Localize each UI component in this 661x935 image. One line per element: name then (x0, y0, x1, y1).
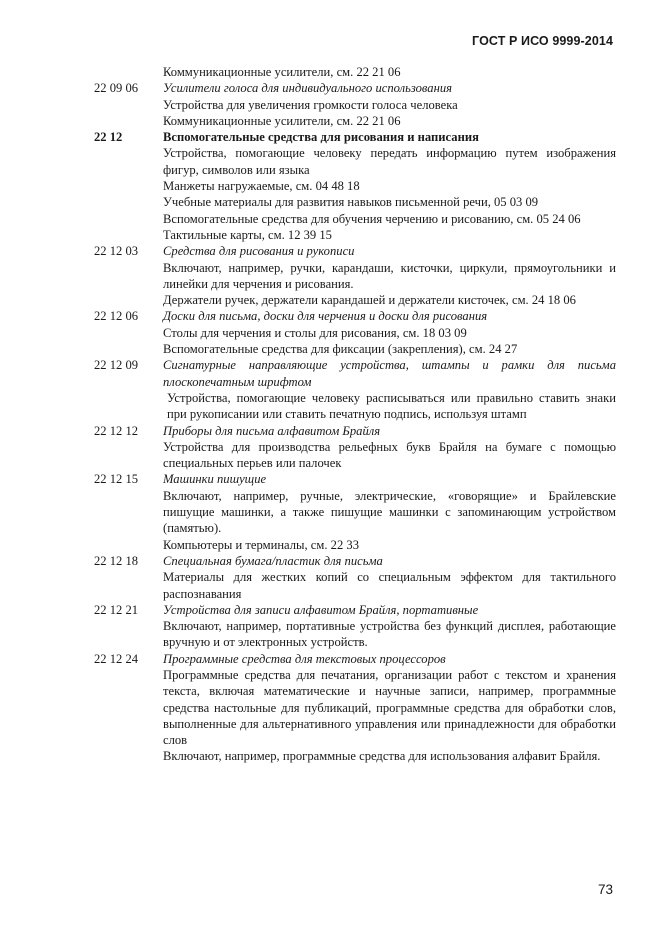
entry-paragraph: Вспомогательные средства для обучения черчению и рисованию, см. 05 24 06 (163, 211, 581, 226)
entry-paragraph: Коммуникационные усилители, см. 22 21 06 (163, 65, 401, 79)
entry-22-12-24 (94, 651, 616, 765)
page-number: 73 (597, 882, 613, 897)
entry-title: Усилители голоса для индивидуального использования (163, 81, 452, 96)
entry-continuation (94, 64, 616, 80)
entry-paragraph: Устройства, помогающие человеку расписываться или правильно ставить знаки при рукописании или ставить печатную подпись, используя штамп (167, 390, 616, 422)
entry-paragraph: Включают, например, портативные устройства без функций дисплея, работающие вручную и от электронных устройств. (163, 619, 616, 650)
entry-code (94, 64, 163, 80)
entry-paragraph: Манжеты нагружаемые, см. 04 48 18 (163, 179, 360, 194)
entry-paragraph: Устройства для производства рельефных букв Брайля на бумаге с помощью специальных перьев или палочек (163, 439, 616, 471)
entry-paragraph: Программные средства для печатания, организации работ с текстом и хранения текста, включая математические и научные записи, например, программные средства настольные для публикаций, программные средства для обработки слов, выполненные для альтернативного управления или принадлежности для обработки слов (163, 667, 616, 748)
entry-paragraph: Компьютеры и терминалы, см. 22 33 (163, 537, 359, 552)
entry-code: 22 12 18 (94, 553, 139, 568)
classification-list (94, 64, 616, 765)
entry-code: 22 12 (94, 130, 123, 145)
entry-paragraph: Материалы для жестких копий со специальным эффектом для тактильного распознавания (163, 570, 616, 601)
entry-22-12 (94, 129, 616, 243)
entry-code: 22 12 06 (94, 309, 139, 324)
entry-title: Вспомогательные средства для рисования и написания (163, 130, 479, 145)
entry-code: 22 12 12 (94, 423, 139, 438)
entry-22-12-21 (94, 602, 616, 651)
entry-paragraph: Держатели ручек, держатели карандашей и держатели кисточек, см. 24 18 06 (163, 293, 576, 308)
entry-title: Программные средства для текстовых процессоров (163, 651, 446, 666)
entry-paragraph: Включают, например, ручки, карандаши, кисточки, циркули, прямоугольники и линейки для черчения и рисования. (163, 260, 616, 291)
entry-22-12-03 (94, 243, 616, 308)
entry-code: 22 12 21 (94, 602, 139, 617)
entry-22-09-06 (94, 80, 616, 129)
entry-title: Устройства для записи алфавитом Брайля, портативные (163, 602, 479, 617)
entry-22-12-18 (94, 553, 616, 602)
entry-code: 22 12 15 (94, 472, 139, 487)
entry-22-12-06 (94, 308, 616, 357)
entry-title: Специальная бумага/пластик для письма (163, 553, 383, 568)
entry-title: Сигнатурные направляющие устройства, штампы и рамки для письма плоскопечатным шрифтом (163, 358, 616, 389)
entry-title: Приборы для письма алфавитом Брайля (163, 423, 381, 438)
entry-paragraph: Включают, например, программные средства для использования алфавит Брайля. (163, 749, 601, 764)
entry-paragraph: Коммуникационные усилители, см. 22 21 06 (163, 113, 401, 128)
entry-22-12-09 (94, 357, 616, 422)
document-header: ГОСТ Р ИСО 9999-2014 (472, 34, 613, 48)
entry-title: Доски для письма, доски для черчения и доски для рисования (163, 309, 488, 324)
entry-paragraph: Устройства для увеличения громкости голоса человека (163, 97, 458, 112)
entry-22-12-15 (94, 471, 616, 552)
entry-paragraph: Вспомогательные средства для фиксации (закрепления), см. 24 27 (163, 342, 518, 357)
entry-code: 22 12 24 (94, 651, 139, 666)
entry-code: 22 09 06 (94, 81, 139, 96)
entry-paragraph: Учебные материалы для развития навыков письменной речи, 05 03 09 (163, 195, 539, 210)
entry-code: 22 12 03 (94, 244, 139, 259)
entry-title: Машинки пишущие (163, 472, 267, 487)
entry-title: Средства для рисования и рукописи (163, 244, 355, 259)
entry-22-12-12 (94, 423, 616, 472)
entry-paragraph: Включают, например, ручные, электрические, «говорящие» и Брайлевские пишущие машинки, а также пишущие машинки с запоминающим устройством (памятью). (163, 488, 616, 536)
entry-code: 22 12 09 (94, 358, 139, 373)
entry-paragraph: Столы для черчения и столы для рисования, см. 18 03 09 (163, 325, 467, 340)
entry-paragraph: Тактильные карты, см. 12 39 15 (163, 227, 332, 242)
entry-paragraph: Устройства, помогающие человеку передать информацию путем изображения фигур, символов или языка (163, 146, 616, 177)
